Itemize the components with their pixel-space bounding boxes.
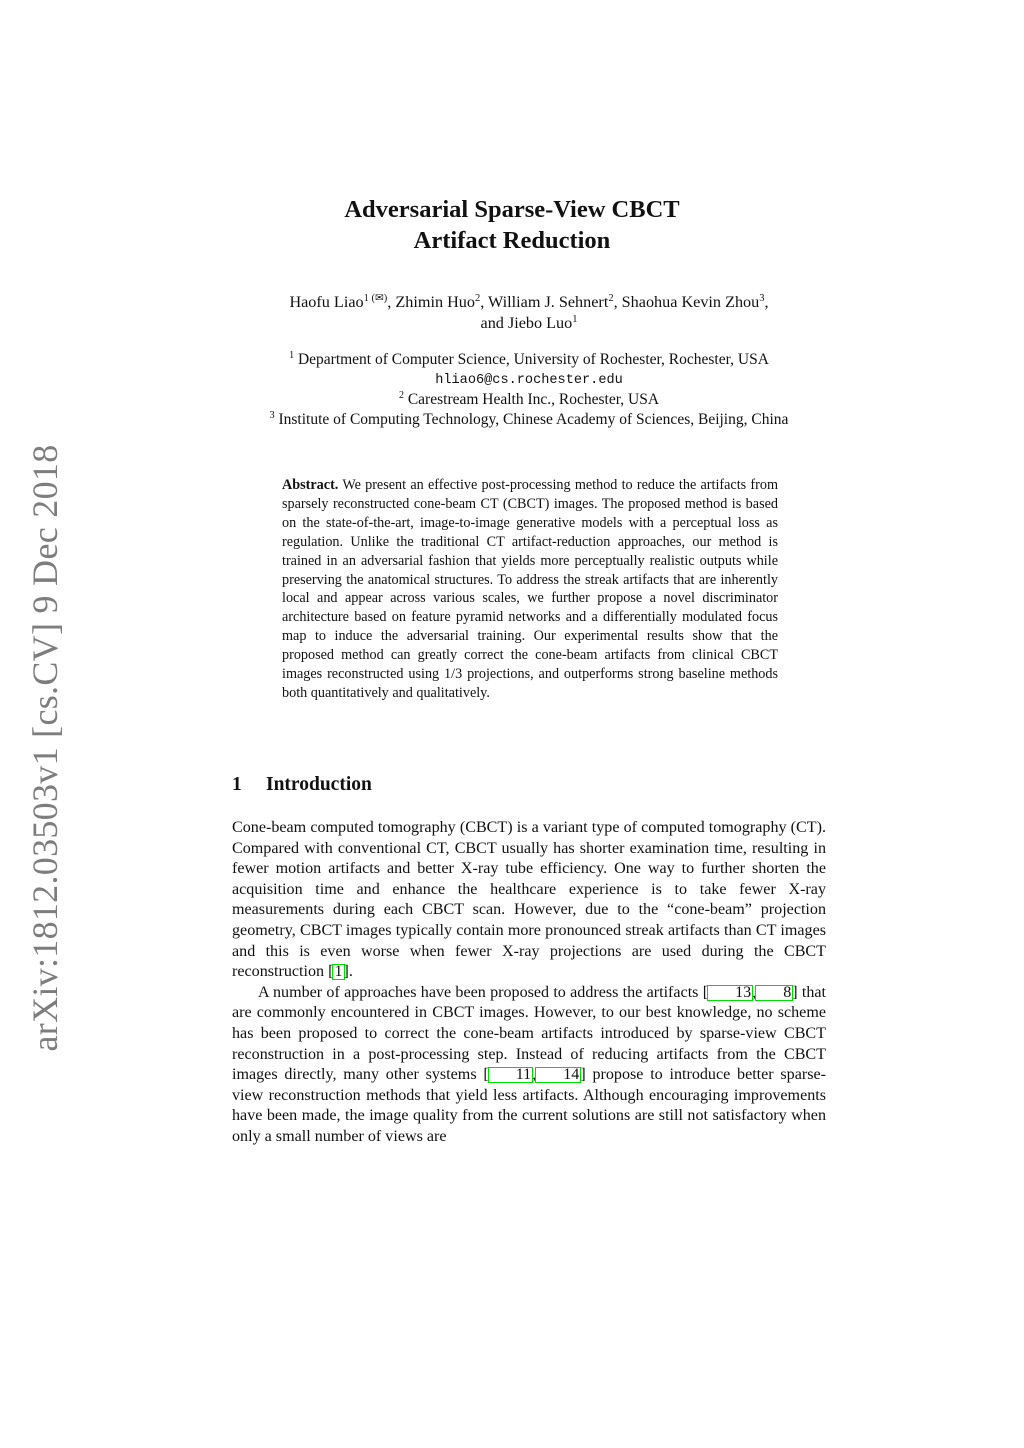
arxiv-identifier: arXiv:1812.03503v1 [cs.CV] 9 Dec 2018 xyxy=(25,444,65,1052)
paragraph-text: Cone-beam computed tomography (CBCT) is a variant type of computed tomography (CT). Compared with conventional CT, CBCT usually has shorter examination time, resulting in fewer motion artifacts and better X-ray tube efficiency. One way to further shorten the acquisition time and enhance the healthcare experience is to take fewer X-ray measurements during each CBCT scan. However, due to the “cone-beam” projection geometry, CBCT images typically contain more pronounced streak artifacts than CT images and this is even worse when fewer X-ray projections are used during the CBCT reconstruction [ xyxy=(232,819,826,981)
author-name: Zhimin Huo xyxy=(395,293,475,311)
author-and: and xyxy=(480,314,504,332)
citation-link[interactable]: 14 xyxy=(536,1068,580,1082)
citation-link[interactable]: 13 xyxy=(708,986,752,1000)
author-name: William J. Sehnert xyxy=(488,293,609,311)
paragraph-text: , xyxy=(752,983,757,1001)
abstract xyxy=(282,476,778,703)
paragraph-text: ] that are commonly encountered in CBCT images. However, to our best knowledge, no scheme has been proposed to correct the cone-beam artifacts introduced by sparse-view CBCT reconstruction in a post-processing step. Instead of reducing artifacts from the CBCT images directly, many other systems [ xyxy=(232,983,826,1084)
paragraph-text: ]. xyxy=(343,963,353,981)
author-name: Jiebo Luo xyxy=(507,314,573,332)
affiliation-3 xyxy=(180,410,878,429)
abstract-label: Abstract. xyxy=(282,477,339,493)
affiliation-2 xyxy=(180,390,878,409)
title-line-2: Artifact Reduction xyxy=(413,227,611,254)
author-affil-mark: 2 xyxy=(474,293,481,304)
paragraph xyxy=(232,983,826,1148)
affiliation-mark: 1 xyxy=(289,350,295,361)
introduction-body xyxy=(232,818,826,1148)
author-affil-mark: 1 xyxy=(572,314,578,325)
author-affil-mark: 3 xyxy=(759,293,765,304)
affiliation-mark: 2 xyxy=(398,390,404,402)
section-title: Introduction xyxy=(266,774,372,795)
affiliation-list xyxy=(180,350,878,429)
author-list: Haofu Liao$^{1 (✉)}$, Zhimin Huo$^2$, William J. Sehnert$^2$, Shaohua Kevin Zhou$^3$, and Jiebo Luo$^1$ xyxy=(289,293,769,332)
email-text[interactable]: hliao6@cs.rochester.edu xyxy=(435,373,623,389)
affiliation-text: Department of Computer Science, University of Rochester, Rochester, USA xyxy=(297,351,769,368)
paragraph-text: , xyxy=(532,1066,537,1084)
paragraph-text: A number of approaches have been proposed to address the artifacts [ xyxy=(258,983,709,1001)
citation-link[interactable]: 8 xyxy=(756,986,792,1000)
author-affil-mark: 1 (✉) xyxy=(363,293,388,304)
abstract-text: We present an effective post-processing method to reduce the artifacts from sparsely reconstructed cone-beam CT (CBCT) images. The proposed method is based on the state-of-the-art, image-to-image generative models with a perceptual loss as regulation. Unlike the traditional CT artifact-reduction approaches, our method is trained in an adversarial fashion that yields more perceptually realistic outputs while preserving the anatomical structures. To address the streak artifacts that are inherently local and appear across various scales, we further propose a novel discriminator architecture based on feature pyramid networks and a differentially modulated focus map to induce the adversarial training. Our experimental results show that the proposed method can greatly correct the cone-beam artifacts from clinical CBCT images reconstructed using 1/3 projections, and outperforms strong baseline methods both quantitatively and qualitatively. xyxy=(282,477,778,701)
paragraph-text: ] propose to introduce better sparse-view reconstruction methods that yield less artifacts. Although encouraging improvements have been made, the image quality from the current solutions are still not satisfactory when only a small number of views are xyxy=(232,1066,826,1145)
paragraph xyxy=(232,818,826,983)
affiliation-mark: 3 xyxy=(269,409,275,421)
author-affil-mark: 2 xyxy=(608,293,614,304)
title-line-1: Adversarial Sparse-View CBCT xyxy=(344,196,680,223)
affiliation-text: Institute of Computing Technology, Chinese Academy of Sciences, Beijing, China xyxy=(278,410,789,428)
affiliation-text: Carestream Health Inc., Rochester, USA xyxy=(407,391,660,409)
author-name: Haofu Liao xyxy=(289,293,364,311)
citation-link[interactable]: 11 xyxy=(489,1068,533,1082)
affiliation-1 xyxy=(180,350,878,369)
author-name: Shaohua Kevin Zhou xyxy=(621,293,760,311)
section-number: 1 xyxy=(232,774,242,795)
paper-title xyxy=(0,194,1024,256)
author-email[interactable] xyxy=(180,369,878,390)
citation-link[interactable]: 1 xyxy=(334,963,343,981)
section-heading xyxy=(232,774,372,796)
